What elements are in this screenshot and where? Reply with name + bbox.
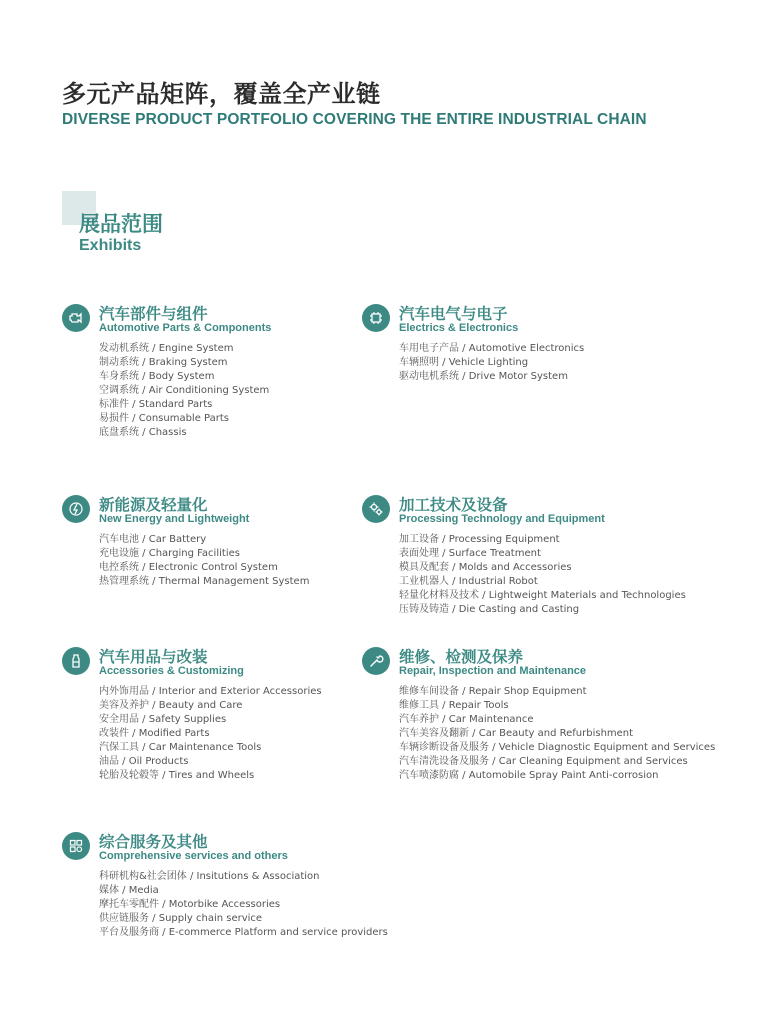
list-item: 车辆照明 / Vehicle Lighting: [399, 357, 529, 368]
category-item-list: [399, 533, 686, 617]
list-item: 维修工具 / Repair Tools: [399, 700, 509, 711]
list-item: 模具及配套 / Molds and Accessories: [399, 562, 572, 573]
category-title-cn: 综合服务及其他: [99, 833, 208, 851]
list-item: 供应链服务 / Supply chain service: [99, 913, 263, 924]
list-item: 底盘系统 / Chassis: [99, 427, 187, 438]
list-item: 摩托车零配件 / Motorbike Accessories: [99, 899, 281, 910]
list-item: 汽车养护 / Car Maintenance: [399, 714, 534, 725]
list-item: 汽保工具 / Car Maintenance Tools: [99, 742, 262, 753]
list-item: 安全用品 / Safety Supplies: [99, 714, 227, 725]
list-item: 标准件 / Standard Parts: [99, 399, 213, 410]
list-item: 车用电子产品 / Automotive Electronics: [399, 343, 585, 354]
category-title-cn: 汽车用品与改装: [99, 648, 208, 666]
list-item: 美容及养护 / Beauty and Care: [99, 700, 243, 711]
category-title-en: Repair, Inspection and Maintenance: [399, 665, 587, 677]
list-item: 油品 / Oil Products: [99, 756, 189, 767]
list-item: 轻量化材料及技术 / Lightweight Materials and Technologies: [399, 590, 686, 601]
category-title-en: Electrics & Electronics: [399, 322, 519, 334]
category-title-cn: 加工技术及设备: [399, 496, 508, 514]
category-item-list: [399, 685, 715, 783]
category-title-cn: 维修、检测及保养: [399, 648, 524, 666]
list-item: 空调系统 / Air Conditioning System: [99, 385, 270, 396]
list-item: 压铸及铸造 / Die Casting and Casting: [399, 604, 580, 615]
page-title-en: DIVERSE PRODUCT PORTFOLIO COVERING THE ENTIRE INDUSTRIAL CHAIN: [62, 111, 647, 128]
grid-services-icon: [62, 832, 90, 860]
leaf-energy-icon: [62, 495, 90, 523]
list-item: 汽车清洗设备及服务 / Car Cleaning Equipment and Services: [399, 756, 688, 767]
category-item-list: [99, 870, 388, 940]
list-item: 电控系统 / Electronic Control System: [99, 562, 278, 573]
list-item: 汽车美容及翻新 / Car Beauty and Refurbishment: [399, 728, 634, 739]
exhibits-title-cn: 展品范围: [79, 212, 163, 236]
list-item: 车身系统 / Body System: [99, 371, 215, 382]
list-item: 媒体 / Media: [99, 885, 159, 896]
list-item: 制动系统 / Braking System: [99, 357, 228, 368]
list-item: 充电设施 / Charging Facilities: [99, 548, 240, 559]
category-item-list: [399, 342, 584, 384]
category-title-en: Comprehensive services and others: [99, 850, 288, 862]
list-item: 汽车电池 / Car Battery: [99, 534, 207, 545]
list-item: 科研机构&社会团体 / Insitutions & Association: [99, 871, 320, 882]
list-item: 汽车喷漆防腐 / Automobile Spray Paint Anti-corrosion: [399, 770, 659, 781]
list-item: 平台及服务商 / E-commerce Platform and service providers: [99, 927, 388, 938]
category-item-list: [99, 342, 269, 440]
bottle-icon: [62, 647, 90, 675]
gears-icon: [362, 495, 390, 523]
list-item: 易损件 / Consumable Parts: [99, 413, 229, 424]
list-item: 维修车间设备 / Repair Shop Equipment: [399, 686, 587, 697]
chip-icon: [362, 304, 390, 332]
list-item: 改装件 / Modified Parts: [99, 728, 210, 739]
category-title-cn: 汽车部件与组件: [99, 305, 208, 323]
list-item: 车辆诊断设备及服务 / Vehicle Diagnostic Equipment and Services: [399, 742, 716, 753]
page-title-cn: 多元产品矩阵，覆盖全产业链: [62, 80, 381, 108]
list-item: 驱动电机系统 / Drive Motor System: [399, 371, 568, 382]
exhibits-title-en: Exhibits: [79, 237, 142, 254]
list-item: 加工设备 / Processing Equipment: [399, 534, 560, 545]
wrench-icon: [362, 647, 390, 675]
category-title-en: New Energy and Lightweight: [99, 513, 250, 525]
category-item-list: [99, 685, 322, 783]
category-title-en: Accessories & Customizing: [99, 665, 244, 677]
list-item: 工业机器人 / Industrial Robot: [399, 576, 538, 587]
category-title-cn: 汽车电气与电子: [399, 305, 508, 323]
list-item: 轮胎及轮毂等 / Tires and Wheels: [99, 770, 255, 781]
list-item: 表面处理 / Surface Treatment: [399, 548, 541, 559]
engine-icon: [62, 304, 90, 332]
category-title-en: Processing Technology and Equipment: [399, 513, 605, 525]
category-item-list: [99, 533, 309, 589]
list-item: 发动机系统 / Engine System: [99, 343, 234, 354]
list-item: 内外饰用品 / Interior and Exterior Accessories: [99, 686, 322, 697]
category-title-en: Automotive Parts & Components: [99, 322, 272, 334]
category-title-cn: 新能源及轻量化: [99, 496, 208, 514]
list-item: 热管理系统 / Thermal Management System: [99, 576, 310, 587]
